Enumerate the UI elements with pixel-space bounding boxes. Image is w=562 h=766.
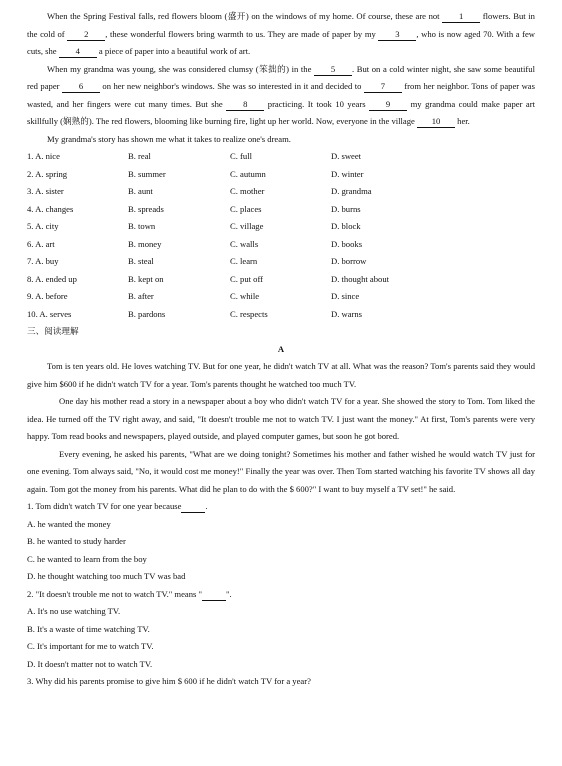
option-choice: 7. A. buy xyxy=(27,256,59,266)
option-choice: C. walls xyxy=(230,238,259,249)
option-row-10 xyxy=(27,306,535,324)
option-row-9 xyxy=(27,288,535,306)
option-choice: C. respects xyxy=(230,308,268,319)
option-choice: C. places xyxy=(230,203,262,214)
passage-title: A xyxy=(277,343,285,354)
cloze-text: . But on a cold winter night, she saw some beautiful red paper xyxy=(27,63,535,91)
option-row-2 xyxy=(27,166,535,184)
option-choice: 10. A. serves xyxy=(27,308,72,319)
option-choice: D. burns xyxy=(331,203,361,214)
option-choice: 5. A. city xyxy=(27,221,59,231)
cloze-text: a piece of paper into a beautiful work of art. xyxy=(98,46,251,56)
option-choice: D. grandma xyxy=(331,186,372,196)
option-row-3 xyxy=(27,183,535,201)
question-text: 3. Why did his parents promise to give him $ 600 if he didn't watch TV for a year? xyxy=(27,676,311,686)
option-choice: B. steal xyxy=(128,256,154,266)
question-stem-1 xyxy=(27,498,535,516)
cloze-blank-6: 6 xyxy=(62,80,100,93)
option-row-1 xyxy=(27,148,535,166)
option-choice: D. books xyxy=(331,238,363,249)
question-option: B. he wanted to study harder xyxy=(27,536,126,546)
option-choice: C. full xyxy=(230,151,252,161)
cloze-blank-3: 3 xyxy=(378,28,416,41)
cloze-paragraph-2 xyxy=(27,61,535,131)
option-choice: D. block xyxy=(331,221,361,231)
option-choice: D. winter xyxy=(331,168,364,179)
question-option: A. It's no use watching TV. xyxy=(27,606,121,616)
question-stem-2 xyxy=(27,586,535,604)
cloze-blank-1: 1 xyxy=(442,10,480,23)
cloze-paragraph-3: My grandma's story has shown me what it takes to realize one's dream. xyxy=(47,133,291,144)
answer-blank xyxy=(181,500,208,513)
question-option: A. he wanted the money xyxy=(27,518,111,529)
section-heading: 三、阅读理解 xyxy=(27,326,79,336)
question-stem-3 xyxy=(27,673,535,691)
cloze-blank-8: 8 xyxy=(226,98,264,111)
option-choice: 8. A. ended up xyxy=(27,273,77,284)
cloze-blank-10: 10 xyxy=(417,115,455,128)
option-choice: D. borrow xyxy=(331,256,367,266)
option-choice: C. learn xyxy=(230,256,258,266)
option-choice: B. pardons xyxy=(128,308,166,319)
cloze-text: from her neighbor. Tons of paper was wasted, and her fingers were cut many times. But she xyxy=(27,81,535,109)
reading-paragraph-1: Tom is ten years old. He loves watching TV. But for one year, he didn't watch TV at all. What was the reason? Tom's parents said they would give him $600 if he didn't watch TV for a year. Tom's parents thought he watched too much TV. xyxy=(27,361,535,389)
option-choice: C. put off xyxy=(230,273,264,284)
option-choice: 6. A. art xyxy=(27,238,55,249)
cloze-blank-2: 2 xyxy=(67,28,105,41)
cloze-blank-5: 5 xyxy=(314,63,352,76)
option-choice: B. money xyxy=(128,238,162,249)
option-choice: B. summer xyxy=(128,168,166,179)
question-option: C. It's important for me to watch TV. xyxy=(27,641,154,651)
answer-blank xyxy=(202,588,226,601)
cloze-paragraph-1 xyxy=(27,8,535,61)
cloze-text: on her new neighbor's windows. She was so interested in it and decided to xyxy=(102,81,362,91)
option-choice: C. village xyxy=(230,221,264,231)
option-choice: C. mother xyxy=(230,186,265,196)
option-choice: 3. A. sister xyxy=(27,186,64,196)
option-choice: D. since xyxy=(331,291,360,301)
question-option: D. he thought watching too much TV was bad xyxy=(27,571,186,581)
option-choice: 1. A. nice xyxy=(27,151,60,161)
cloze-text: When the Spring Festival falls, red flowers bloom (盛开) on the windows of my home. Of course, these are not xyxy=(47,11,440,21)
option-choice: C. while xyxy=(230,291,260,301)
option-choice: B. kept on xyxy=(128,273,164,284)
question-option: C. he wanted to learn from the boy xyxy=(27,553,147,564)
option-row-8 xyxy=(27,271,535,289)
cloze-text: her. xyxy=(457,116,470,126)
option-choice: D. warns xyxy=(331,308,363,319)
reading-paragraph-3: Every evening, he asked his parents, "What are we doing tonight? Sometimes his mother and father wished he would watch TV just for one evening. Tom always said, "No, it would cost me money!" Finally the year was over. Then Tom started watching his favorite TV shows all day again. Tom got the money from his parents. What did he plan to do with the $ 600?" I want to buy myself a TV set!" he said. xyxy=(27,448,535,494)
option-choice: B. spreads xyxy=(128,203,164,214)
option-choice: 2. A. spring xyxy=(27,168,68,179)
cloze-text: practicing. It took 10 years xyxy=(267,98,366,109)
option-choice: B. real xyxy=(128,151,151,161)
question-option: D. It doesn't matter not to watch TV. xyxy=(27,658,153,669)
cloze-blank-9: 9 xyxy=(369,98,407,111)
reading-paragraph-2: One day his mother read a story in a newspaper about a boy who didn't watch TV for a year. She showed the story to Tom. Tom liked the idea. He turned off the TV right away, and said, "It doesn't trouble me not to watch TV. I just want the money." At first, Tom's parents were very happy. Tom read books and newspapers, played outside, and played computer games, but soon he got bored. xyxy=(27,396,535,441)
question-text: 2. "It doesn't trouble me not to watch TV." means " xyxy=(27,588,203,599)
option-choice: D. sweet xyxy=(331,151,362,161)
option-choice: B. town xyxy=(128,221,156,231)
cloze-options xyxy=(27,148,535,323)
cloze-text: , who is now aged 70. With a few cuts, she xyxy=(27,28,536,56)
option-row-7 xyxy=(27,253,535,271)
option-row-6 xyxy=(27,236,535,254)
question-text-end: ". xyxy=(226,588,232,599)
cloze-text: my grandma could make paper art skillfully (娴熟的). The red flowers, blooming like burning fire, light up her world. Now, everyone in the village xyxy=(27,98,536,126)
cloze-text: flowers. But in the cold of xyxy=(27,11,535,39)
reading-questions xyxy=(27,498,535,691)
cloze-text: When my grandma was young, she was considered clumsy (笨拙的) in the xyxy=(47,63,312,74)
cloze-blank-7: 7 xyxy=(364,80,402,93)
option-row-5 xyxy=(27,218,535,236)
cloze-text: , these wonderful flowers bring warmth to us. They are made of paper by my xyxy=(105,28,376,39)
option-choice: 4. A. changes xyxy=(27,203,74,214)
question-text: 1. Tom didn't watch TV for one year because xyxy=(27,501,182,511)
option-choice: B. after xyxy=(128,291,154,301)
cloze-blank-4: 4 xyxy=(59,45,97,58)
option-choice: C. autumn xyxy=(230,168,266,179)
question-option: B. It's a waste of time watching TV. xyxy=(27,623,150,634)
question-text-end: . xyxy=(205,501,208,511)
option-row-4 xyxy=(27,201,535,219)
option-choice: B. aunt xyxy=(128,186,153,196)
option-choice: 9. A. before xyxy=(27,291,68,301)
option-choice: D. thought about xyxy=(331,273,390,284)
